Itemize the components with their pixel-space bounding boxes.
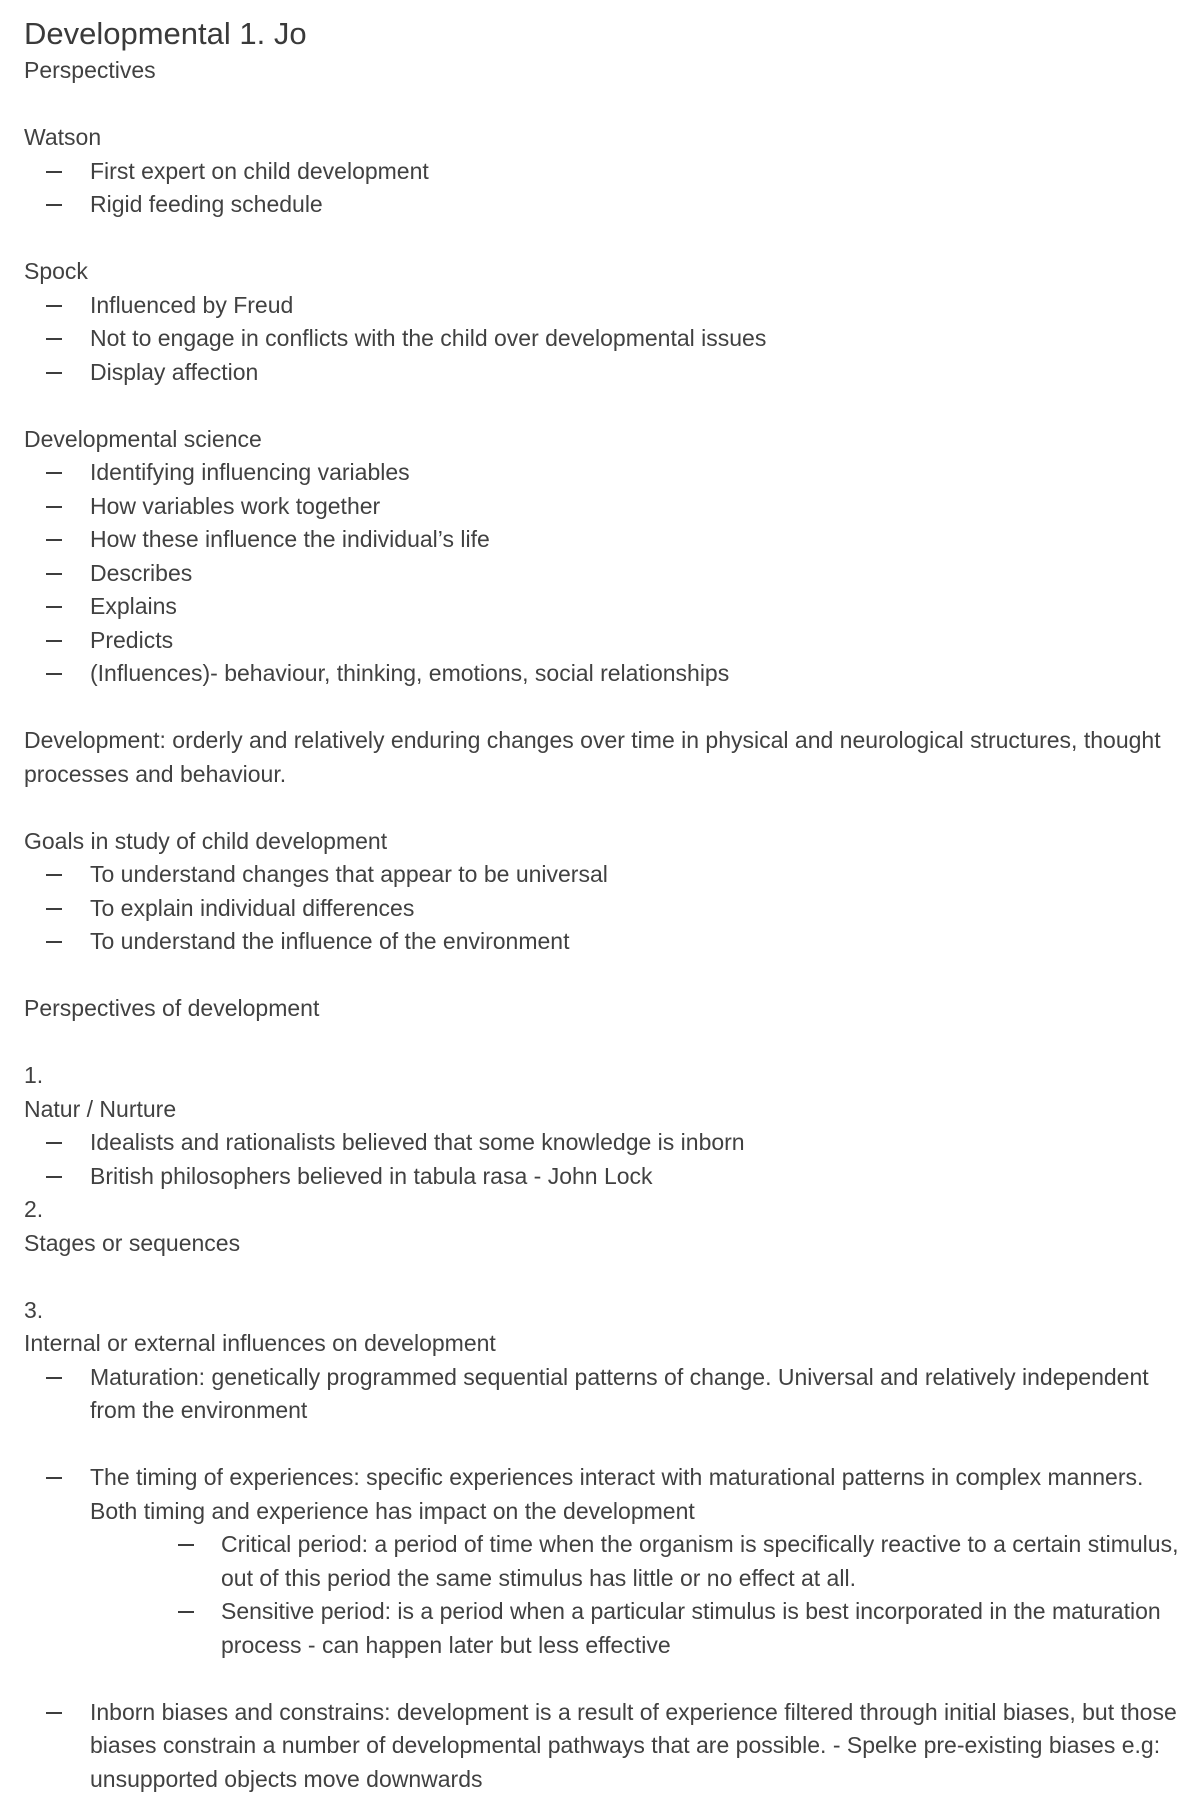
devsci-list: [24, 456, 1184, 691]
blank-line: [24, 1428, 1184, 1462]
list-item: Idealists and rationalists believed that some knowledge is inborn: [90, 1129, 745, 1155]
list-item: How variables work together: [90, 492, 381, 519]
list-item: Not to engage in conflicts with the child over developmental issues: [90, 325, 767, 351]
blank-line: [24, 1662, 1184, 1696]
list-item: Explains: [90, 593, 177, 619]
blank-line: [24, 959, 1184, 993]
perspective-heading-2: Stages or sequences: [24, 1229, 241, 1256]
section-heading-perspectives: Perspectives of development: [24, 995, 320, 1021]
perspective-number-3: 3.: [24, 1296, 44, 1323]
blank-line: [24, 88, 1184, 122]
list-item: British philosophers believed in tabula rasa - John Lock: [90, 1162, 653, 1189]
perspective-heading-3: Internal or external influences on development: [24, 1330, 496, 1356]
list-item: Maturation: genetically programmed sequential patterns of change. Universal and relatively independent from the environment: [90, 1363, 1149, 1423]
section-heading-devsci: Developmental science: [24, 425, 262, 452]
note-title: Developmental 1. Jo: [24, 16, 307, 51]
list-item: Identifying influencing variables: [90, 459, 410, 485]
list-item: To explain individual differences: [90, 894, 415, 921]
list-item: Display affection: [90, 358, 259, 385]
influences-list: [24, 1361, 1184, 1428]
list-item: How these influence the individual’s life: [90, 526, 490, 552]
blank-line: [24, 389, 1184, 423]
note-subtitle: Perspectives: [24, 57, 156, 83]
development-definition: Development: orderly and relatively enduring changes over time in physical and neurological structures, thought processes and behaviour.: [24, 727, 1161, 787]
list-item: Rigid feeding schedule: [90, 191, 323, 217]
perspective-number-2: 2.: [24, 1196, 44, 1222]
blank-line: [24, 1026, 1184, 1060]
timing-list: [24, 1461, 1184, 1528]
section-heading-watson: Watson: [24, 124, 102, 150]
list-item: Predicts: [90, 626, 174, 653]
list-item: The timing of experiences: specific experiences interact with maturational patterns in complex manners. Both timing and experience has impact on the development: [90, 1464, 1144, 1524]
note-body[interactable]: [24, 0, 1184, 1796]
list-item: Influenced by Freud: [90, 291, 294, 318]
spock-list: [24, 289, 1184, 390]
period-sublist: [24, 1528, 1184, 1662]
section-heading-goals: Goals in study of child development: [24, 827, 388, 854]
list-item: (Influences)- behaviour, thinking, emotions, social relationships: [90, 660, 730, 686]
blank-line: [24, 691, 1184, 725]
goals-list: [24, 858, 1184, 959]
perspective-heading-1: Natur / Nurture: [24, 1095, 177, 1122]
list-item: To understand the influence of the environment: [90, 928, 570, 954]
list-item: Inborn biases and constrains: development is a result of experience filtered through initial biases, but those biases constrain a number of developmental pathways that are possible. - Spelke pre-existing biases e.g: unsupported objects move downwards: [90, 1698, 1177, 1792]
list-item: To understand changes that appear to be universal: [90, 861, 608, 887]
perspective-number-1: 1.: [24, 1062, 44, 1088]
inborn-list: [24, 1696, 1184, 1797]
blank-line: [24, 222, 1184, 256]
list-item: Sensitive period: is a period when a particular stimulus is best incorporated in the maturation process - can happen later but less effective: [221, 1598, 1161, 1658]
blank-line: [24, 1260, 1184, 1294]
list-item: Critical period: a period of time when the organism is specifically reactive to a certain stimulus, out of this period the same stimulus has little or no effect at all.: [221, 1531, 1179, 1591]
list-item: Describes: [90, 559, 193, 586]
blank-line: [24, 791, 1184, 825]
nature-nurture-list: [24, 1126, 1184, 1193]
watson-list: [24, 155, 1184, 222]
list-item: First expert on child development: [90, 157, 429, 184]
section-heading-spock: Spock: [24, 258, 88, 284]
